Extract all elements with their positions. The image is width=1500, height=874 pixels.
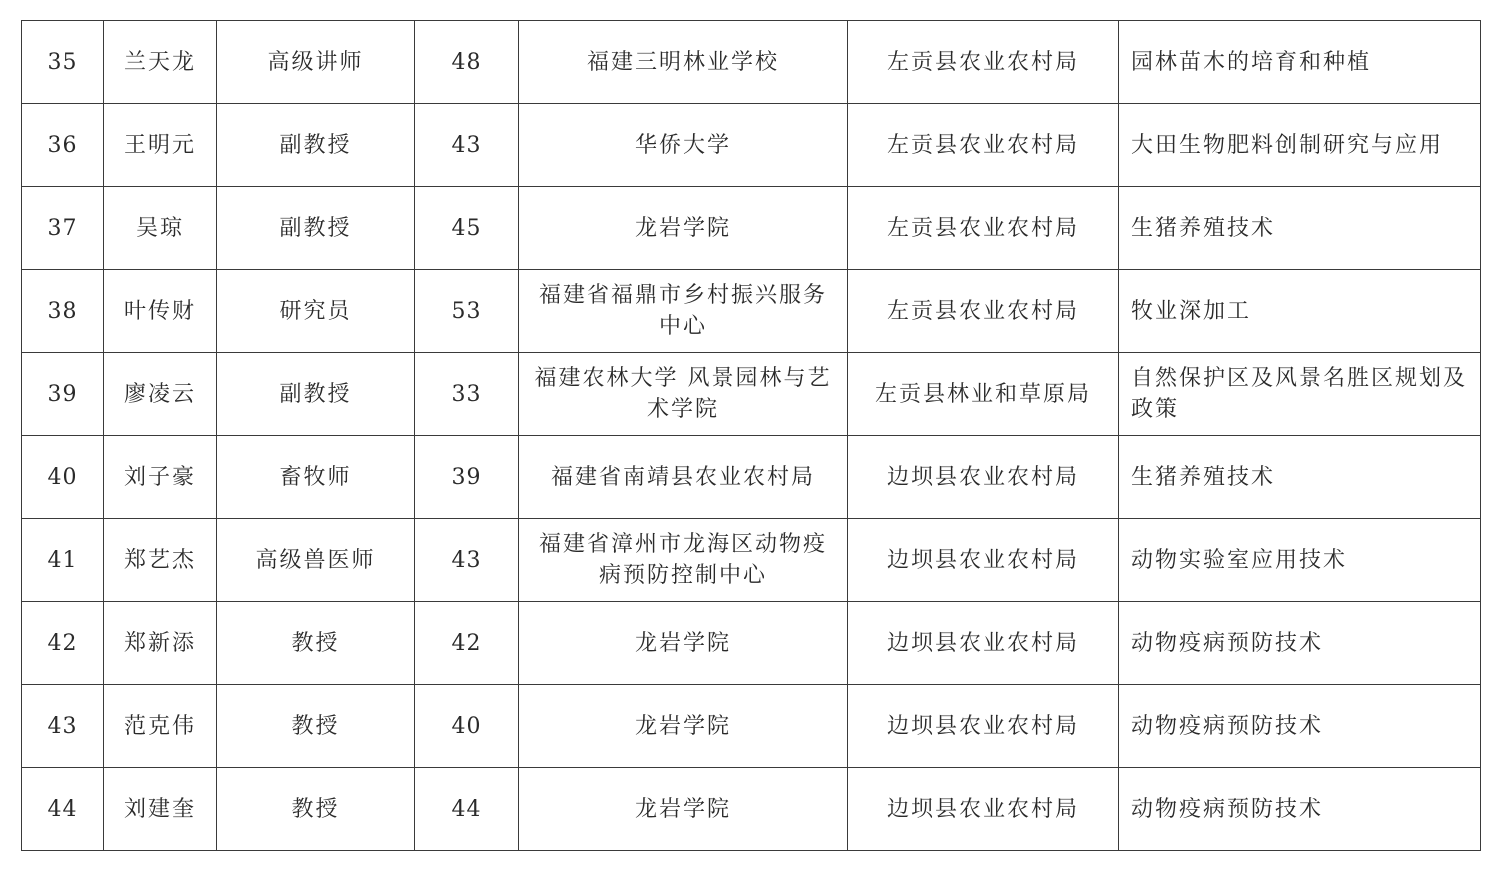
home-organization-cell: 福建省南靖县农业农村局: [519, 436, 848, 519]
host-unit-cell: 边坝县农业农村局: [848, 768, 1119, 851]
table-row: [22, 270, 1481, 353]
professional-title-cell: 高级兽医师: [217, 519, 415, 602]
roster-body: [22, 21, 1481, 851]
host-unit-cell: 左贡县林业和草原局: [848, 353, 1119, 436]
expert-name-cell: 郑艺杰: [104, 519, 217, 602]
home-organization-cell: 华侨大学: [519, 104, 848, 187]
serial-number-cell: 43: [22, 685, 104, 768]
expert-name-cell: 廖凌云: [104, 353, 217, 436]
expert-name-cell: 范克伟: [104, 685, 217, 768]
expert-name-cell: 王明元: [104, 104, 217, 187]
serial-number-cell: 37: [22, 187, 104, 270]
serial-number-cell: 42: [22, 602, 104, 685]
expert-name-cell: 吴琼: [104, 187, 217, 270]
host-unit-cell: 边坝县农业农村局: [848, 602, 1119, 685]
host-unit-cell: 边坝县农业农村局: [848, 685, 1119, 768]
professional-title-cell: 副教授: [217, 353, 415, 436]
professional-title-cell: 教授: [217, 602, 415, 685]
home-organization-cell: 福建省漳州市龙海区动物疫病预防控制中心: [519, 519, 848, 602]
professional-title-cell: 畜牧师: [217, 436, 415, 519]
professional-title-cell: 副教授: [217, 104, 415, 187]
age-cell: 43: [415, 519, 519, 602]
age-cell: 39: [415, 436, 519, 519]
expertise-field-cell: 生猪养殖技术: [1119, 436, 1481, 519]
age-cell: 40: [415, 685, 519, 768]
serial-number-cell: 38: [22, 270, 104, 353]
age-cell: 45: [415, 187, 519, 270]
host-unit-cell: 左贡县农业农村局: [848, 270, 1119, 353]
professional-title-cell: 教授: [217, 685, 415, 768]
table-row: [22, 104, 1481, 187]
home-organization-cell: 福建三明林业学校: [519, 21, 848, 104]
expertise-field-cell: 动物疫病预防技术: [1119, 602, 1481, 685]
table-row: [22, 187, 1481, 270]
host-unit-cell: 左贡县农业农村局: [848, 21, 1119, 104]
professional-title-cell: 副教授: [217, 187, 415, 270]
age-cell: 42: [415, 602, 519, 685]
serial-number-cell: 41: [22, 519, 104, 602]
expert-name-cell: 郑新添: [104, 602, 217, 685]
home-organization-cell: 龙岩学院: [519, 768, 848, 851]
table-row: [22, 519, 1481, 602]
expertise-field-cell: 自然保护区及风景名胜区规划及政策: [1119, 353, 1481, 436]
serial-number-cell: 36: [22, 104, 104, 187]
table-row: [22, 21, 1481, 104]
age-cell: 33: [415, 353, 519, 436]
host-unit-cell: 边坝县农业农村局: [848, 436, 1119, 519]
age-cell: 43: [415, 104, 519, 187]
host-unit-cell: 边坝县农业农村局: [848, 519, 1119, 602]
expert-name-cell: 兰天龙: [104, 21, 217, 104]
table-row: [22, 436, 1481, 519]
expert-name-cell: 叶传财: [104, 270, 217, 353]
host-unit-cell: 左贡县农业农村局: [848, 187, 1119, 270]
home-organization-cell: 福建农林大学 风景园林与艺术学院: [519, 353, 848, 436]
professional-title-cell: 教授: [217, 768, 415, 851]
serial-number-cell: 35: [22, 21, 104, 104]
expert-name-cell: 刘建奎: [104, 768, 217, 851]
professional-title-cell: 高级讲师: [217, 21, 415, 104]
expertise-field-cell: 园林苗木的培育和种植: [1119, 21, 1481, 104]
expertise-field-cell: 动物疫病预防技术: [1119, 768, 1481, 851]
age-cell: 44: [415, 768, 519, 851]
home-organization-cell: 福建省福鼎市乡村振兴服务中心: [519, 270, 848, 353]
expertise-field-cell: 动物实验室应用技术: [1119, 519, 1481, 602]
home-organization-cell: 龙岩学院: [519, 187, 848, 270]
serial-number-cell: 39: [22, 353, 104, 436]
table-row: [22, 685, 1481, 768]
expertise-field-cell: 牧业深加工: [1119, 270, 1481, 353]
expertise-field-cell: 大田生物肥料创制研究与应用: [1119, 104, 1481, 187]
expert-name-cell: 刘子豪: [104, 436, 217, 519]
serial-number-cell: 44: [22, 768, 104, 851]
home-organization-cell: 龙岩学院: [519, 602, 848, 685]
host-unit-cell: 左贡县农业农村局: [848, 104, 1119, 187]
home-organization-cell: 龙岩学院: [519, 685, 848, 768]
expert-roster-table: [21, 20, 1481, 851]
professional-title-cell: 研究员: [217, 270, 415, 353]
expertise-field-cell: 动物疫病预防技术: [1119, 685, 1481, 768]
serial-number-cell: 40: [22, 436, 104, 519]
age-cell: 48: [415, 21, 519, 104]
age-cell: 53: [415, 270, 519, 353]
table-row: [22, 602, 1481, 685]
expertise-field-cell: 生猪养殖技术: [1119, 187, 1481, 270]
table-row: [22, 353, 1481, 436]
table-row: [22, 768, 1481, 851]
